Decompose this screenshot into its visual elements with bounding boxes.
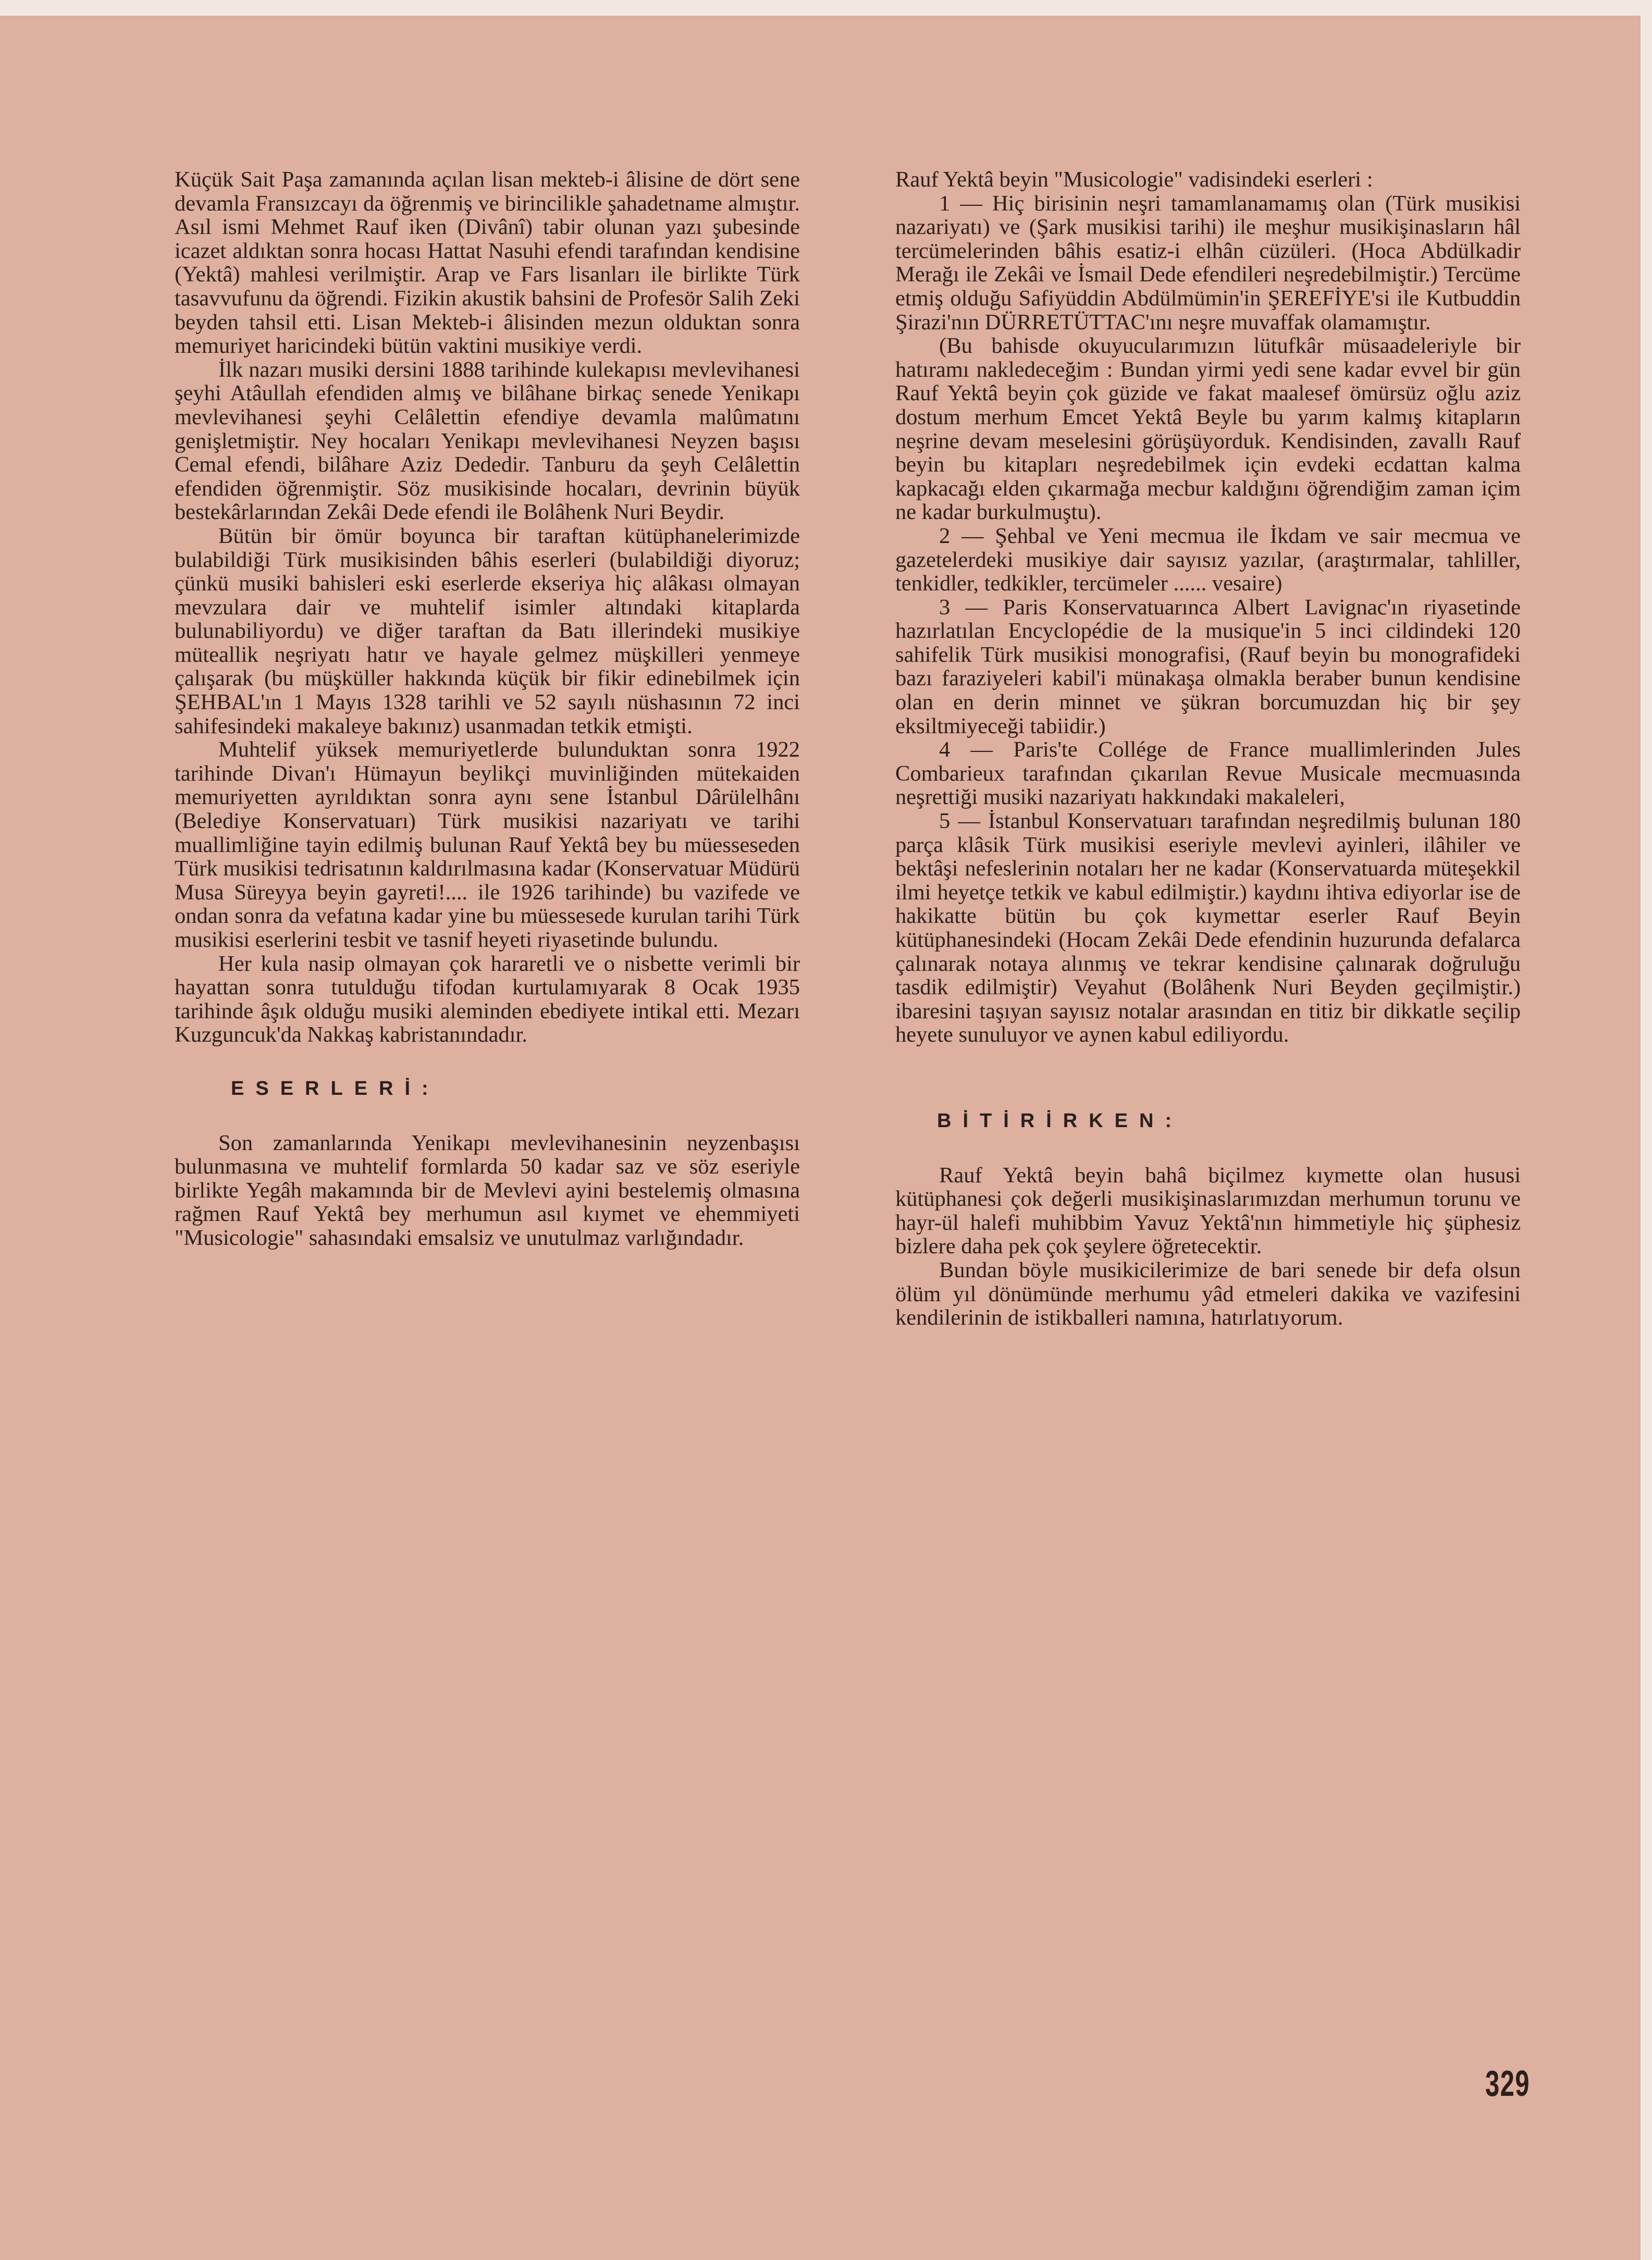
left-column: [175, 168, 800, 1250]
section-heading-eserleri: ESERLERİ:: [231, 1077, 440, 1100]
list-item: 4 — Paris'te Collége de France muallimlerinden Jules Combarieux tarafından çıkarılan Revue Musicale mecmuasında neşrettiği musiki nazariyatı hakkındaki makaleleri,: [895, 737, 1521, 810]
paragraph-intro: Rauf Yektâ beyin "Musicologie" vadisindeki eserleri :: [895, 167, 1373, 192]
list-item: 1 — Hiç birisinin neşri tamamlanamamış olan (Türk musikisi nazariyatı) ve (Şark musikisi tarihi) ile meşhur musikişinasların hâl tercümelerinden bâhis esatiz-i elhân cüzüleri. (Hoca Abdülkadir Merağı ile Zekâi ve İsmail Dede efendileri neşredebilmiştir.) Tercüme etmiş olduğu Safiyüddin Abdülmümin'in ŞEREFİYE'si ile Kutbuddin Şirazi'nın DÜRRETÜTTAC'ını neşre muvaffak olamamıştır.: [895, 191, 1521, 335]
paragraph: İlk nazarı musiki dersini 1888 tarihinde kulekapısı mevlevihanesi şeyhi Atâullah efendiden almış ve bilâhane birkaç senede Yenikapı mevlevihanesi şeyhi Celâlettin efendiye devamla malûmatını genişletmiştir. Ney hocaları Yenikapı mevlevihanesi Neyzen başısı Cemal efendi, bilâhare Aziz Dededir. Tanburu da şeyh Celâlettin efendiden öğrenmiştir. Söz musikisinde hocaları, devrinin büyük bestekârlarından Zekâi Dede efendi ile Bolâhenk Nuri Beydir.: [175, 357, 800, 525]
paragraph: Son zamanlarında Yenikapı mevlevihanesinin neyzenbaşısı bulunmasına ve muhtelif formlarda 50 kadar saz ve söz eseriyle birlikte Yegâh makamında bir de Mevlevi ayini bestelemiş olmasına rağmen Rauf Yektâ bey merhumun asıl kıymet ve ehemmiyeti "Musicologie" sahasındaki emsalsiz ve unutulmaz varlığındadır.: [175, 1130, 800, 1250]
list-item: 3 — Paris Konservatuarınca Albert Lavignac'ın riyasetinde hazırlatılan Encyclopédie de la musique'in 5 inci cildindeki 120 sahifelik Türk musikisi monografisi, (Rauf beyin bu monografideki bazı faraziyeleri kabil'i münakaşa olmakla beraber bunun kendisine olan en derin minnet ve şükran borcumuzdan hiç bir şey eksiltmiyeceği tabiidir.): [895, 595, 1521, 738]
list-item: 5 — İstanbul Konservatuarı tarafından neşredilmiş bulunan 180 parça klâsik Türk musikisi eseriyle mevlevi ayinleri, ilâhiler ve bektâşi nefeslerinin notaları her ne kadar (Konservatuarda müteşekkil ilmi heyetçe tetkik ve kabul edilmiştir.) kaydını ihtiva ediyorlar ise de hakikatte bütün bu çok kıymettar eserler Rauf Beyin kütüphanesindeki (Hocam Zekâi Dede efendinin huzurunda defalarca çalınarak notaya alınmış ve tekrar kendisine çalınarak doğruluğu tasdik edilmiştir) Veyahut (Bolâhenk Nuri Beyden geçilmiştir.) ibaresini taşıyan sayısız notalar arasından en titiz bir dikkatle seçilip heyete sunuluyor ve aynen kabul ediliyordu.: [895, 809, 1521, 1047]
paragraph: Rauf Yektâ beyin bahâ biçilmez kıymette olan hususi kütüphanesi çok değerli musikişinaslarımızdan merhumun torunu ve hayr-ül halefi muhibbim Yavuz Yektâ'nın himmetiyle hiç şüphesiz bizlere daha pek çok şeylere öğretecektir.: [895, 1163, 1521, 1259]
section-heading-bitirirken: BİTİRİRKEN:: [937, 1109, 1183, 1132]
page-number: 329: [1485, 2063, 1530, 2104]
right-column: [895, 168, 1521, 1330]
list-item: 2 — Şehbal ve Yeni mecmua ile İkdam ve sair mecmua ve gazetelerdeki musikiye dair sayısız yazılar, (araştırmalar, tahliller, tenkidler, tedkikler, tercümeler ...... vesaire): [895, 523, 1521, 596]
paragraph: Bundan böyle musikicilerimize de bari senede bir defa olsun ölüm yıl dönümünde merhumu yâd etmeleri dakika ve vazifesini kendilerinin de istikballeri namına, hatırlatıyorum.: [895, 1257, 1521, 1330]
paragraph: Küçük Sait Paşa zamanında açılan lisan mekteb-i âlisine de dört sene devamla Fransızcayı da öğrenmiş ve birincilikle şahadetname almıştır. Asıl ismi Mehmet Rauf iken (Divânî) tabir olunan yazı şubesinde icazet aldıktan sonra hocası Hattat Nasuhi efendi tarafından kendisine (Yektâ) mahlesi verilmiştir. Arap ve Fars lisanları ile birlikte Türk tasavvufunu da öğrendi. Fizikin akustik bahsini de Profesör Salih Zeki beyden tahsil etti. Lisan Mekteb-i âlisinden mezun olduktan sonra memuriyet haricindeki bütün vaktini musikiye verdi.: [175, 167, 800, 359]
paragraph: (Bu bahisde okuyucularımızın lütufkâr müsaadeleriyle bir hatıramı nakledeceğim : Bundan yirmi yedi sene kadar evvel bir gün Rauf Yektâ beyin çok güzide ve fakat maalesef ömürsüz oğlu aziz dostum merhum Emcet Yektâ Beyle bu yarım kalmış kitapların neşrine devam meselesini görüşüyorduk. Kendisinden, zavallı Rauf beyin bu kitapları neşredebilmek için evdeki ecdattan kalma kapkacağı elden çıkarmağa mecbur kaldığını öğrendiğim zaman içim ne kadar burkulmuştu).: [895, 334, 1521, 525]
paragraph: Her kula nasip olmayan çok hararetli ve o nisbette verimli bir hayattan sonra tutulduğu tifodan kurtulamıyarak 8 Ocak 1935 tarihinde âşık olduğu musiki aleminden ebediyete intikal etti. Mezarı Kuzguncuk'da Nakkaş kabristanındadır.: [175, 951, 800, 1047]
paragraph: Bütün bir ömür boyunca bir taraftan kütüphanelerimizde bulabildiği Türk musikisinden bâhis eserleri (bulabildiği diyoruz; çünkü musiki bahisleri eski eserlerde ekseriya hiç alâkası olmayan mevzulara dair ve muhtelif isimler altındaki kitaplarda bulunabiliyordu) ve diğer taraftan da Batı illerindeki musikiye müteallik neşriyatı hatır ve hayale gelmez müşkilleri yenmeye çalışarak (bu müşküller hakkında küçük bir fikir edinebilmek için ŞEHBAL'ın 1 Mayıs 1328 tarihli ve 52 sayılı nüshasının 72 inci sahifesindeki makaleye bakınız) usanmadan tetkik etmişti.: [175, 523, 800, 738]
paragraph: Muhtelif yüksek memuriyetlerde bulunduktan sonra 1922 tarihinde Divan'ı Hümayun beylikçi muvinliğinden mütekaiden memuriyetten ayrıldıktan sonra aynı sene İstanbul Dârülelhânı (Belediye Konservatuarı) Türk musikisi nazariyatı ve tarihi muallimliğine tayin edilmiş bulunan Rauf Yektâ bey bu müesseseden Türk musikisi tedrisatının kaldırılmasına kadar (Konservatuar Müdürü Musa Süreyya beyin gayreti!.... ile 1926 tarihinde) bu vazifede ve ondan sonra da vefatına kadar yine bu müessesede kurulan tarihi Türk musikisi eserlerini tesbit ve tasnif heyeti riyasetinde bulundu.: [175, 737, 800, 952]
